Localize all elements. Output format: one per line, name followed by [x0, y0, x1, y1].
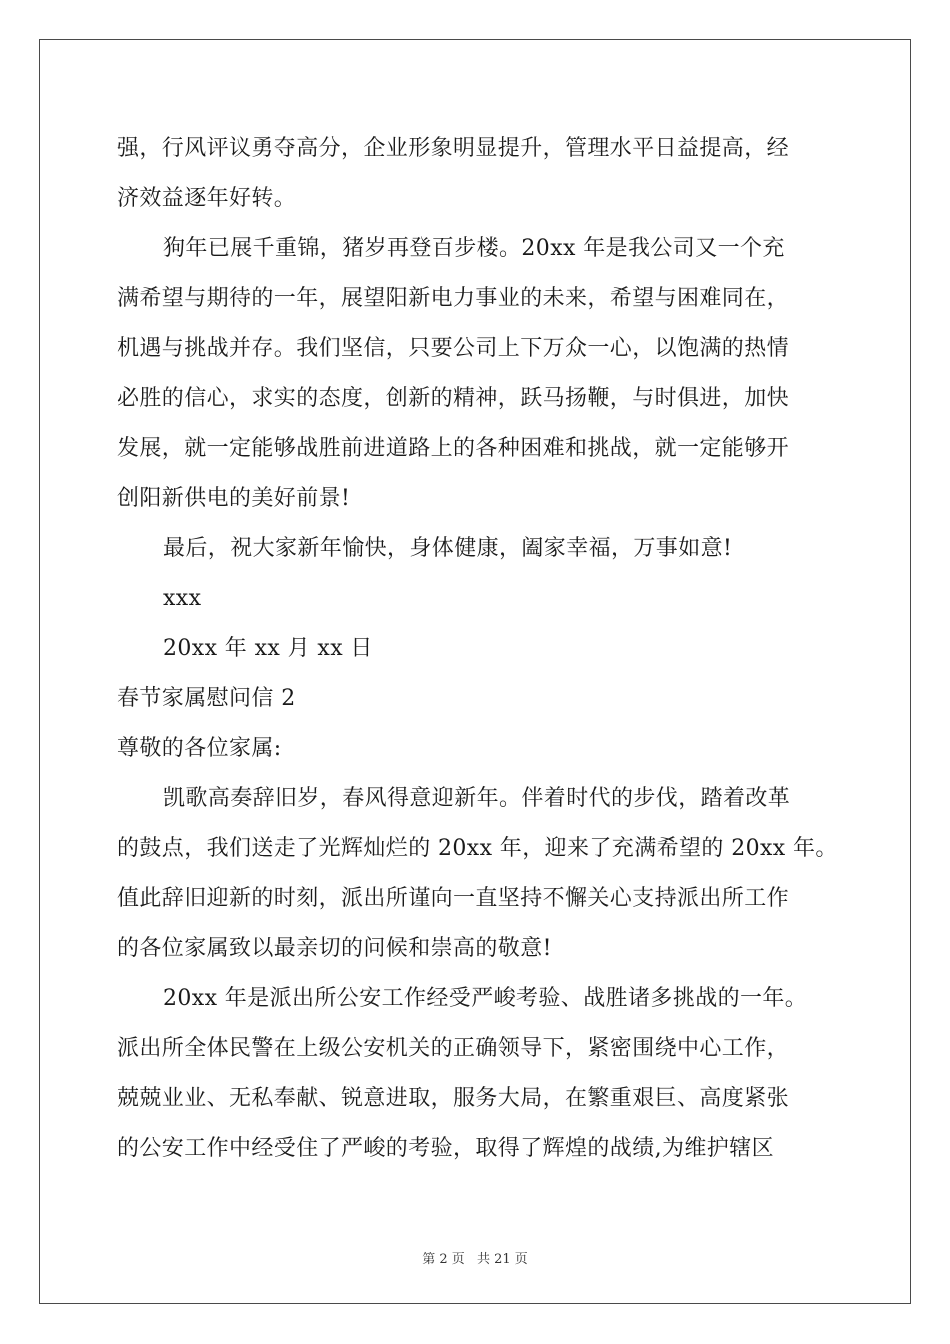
text-line: 的公安工作中经受住了严峻的考验，取得了辉煌的战绩,为维护辖区: [117, 1136, 774, 1161]
letter-title: 春节家属慰问信 2: [117, 686, 296, 711]
text-line: 创阳新供电的美好前景!: [117, 486, 351, 511]
text-line: 值此辞旧迎新的时刻，派出所谨向一直坚持不懈关心支持派出所工作: [117, 886, 790, 911]
paragraph-line: 狗年已展千重锦，猪岁再登百步楼。20xx 年是我公司又一个充: [163, 236, 785, 261]
page-number: 第 2 页: [422, 1252, 465, 1267]
text-line: 强，行风评议勇夺高分，企业形象明显提升，管理水平日益提高，经: [117, 136, 790, 161]
signature: xxx: [163, 586, 202, 611]
closing-greeting: 最后，祝大家新年愉快，身体健康，阖家幸福，万事如意!: [163, 536, 733, 561]
text-line: 机遇与挑战并存。我们坚信，只要公司上下万众一心，以饱满的热情: [117, 336, 790, 361]
text-line: 派出所全体民警在上级公安机关的正确领导下，紧密围绕中心工作，: [117, 1036, 790, 1061]
text-line: 的各位家属致以最亲切的问候和崇高的敬意!: [117, 936, 552, 961]
text-line: 济效益逐年好转。: [117, 186, 297, 211]
date-line: 20xx 年 xx 月 xx 日: [163, 636, 373, 661]
page-border: [39, 39, 911, 1304]
page-total: 共 21 页: [476, 1252, 528, 1267]
paragraph-line: 20xx 年是派出所公安工作经受严峻考验、战胜诸多挑战的一年。: [163, 986, 808, 1011]
salutation: 尊敬的各位家属:: [117, 736, 282, 761]
paragraph-line: 凯歌高奏辞旧岁，春风得意迎新年。伴着时代的步伐，踏着改革: [163, 786, 791, 811]
text-line: 发展，就一定能够战胜前进道路上的各种困难和挑战，就一定能够开: [117, 436, 790, 461]
text-line: 的鼓点，我们送走了光辉灿烂的 20xx 年，迎来了充满希望的 20xx 年。: [117, 836, 838, 861]
text-line: 兢兢业业、无私奉献、锐意进取，服务大局，在繁重艰巨、高度紧张: [117, 1086, 790, 1111]
text-line: 必胜的信心，求实的态度，创新的精神，跃马扬鞭，与时俱进，加快: [117, 386, 790, 411]
page-footer: [0, 1248, 950, 1267]
text-line: 满希望与期待的一年，展望阳新电力事业的未来，希望与困难同在，: [117, 286, 790, 311]
